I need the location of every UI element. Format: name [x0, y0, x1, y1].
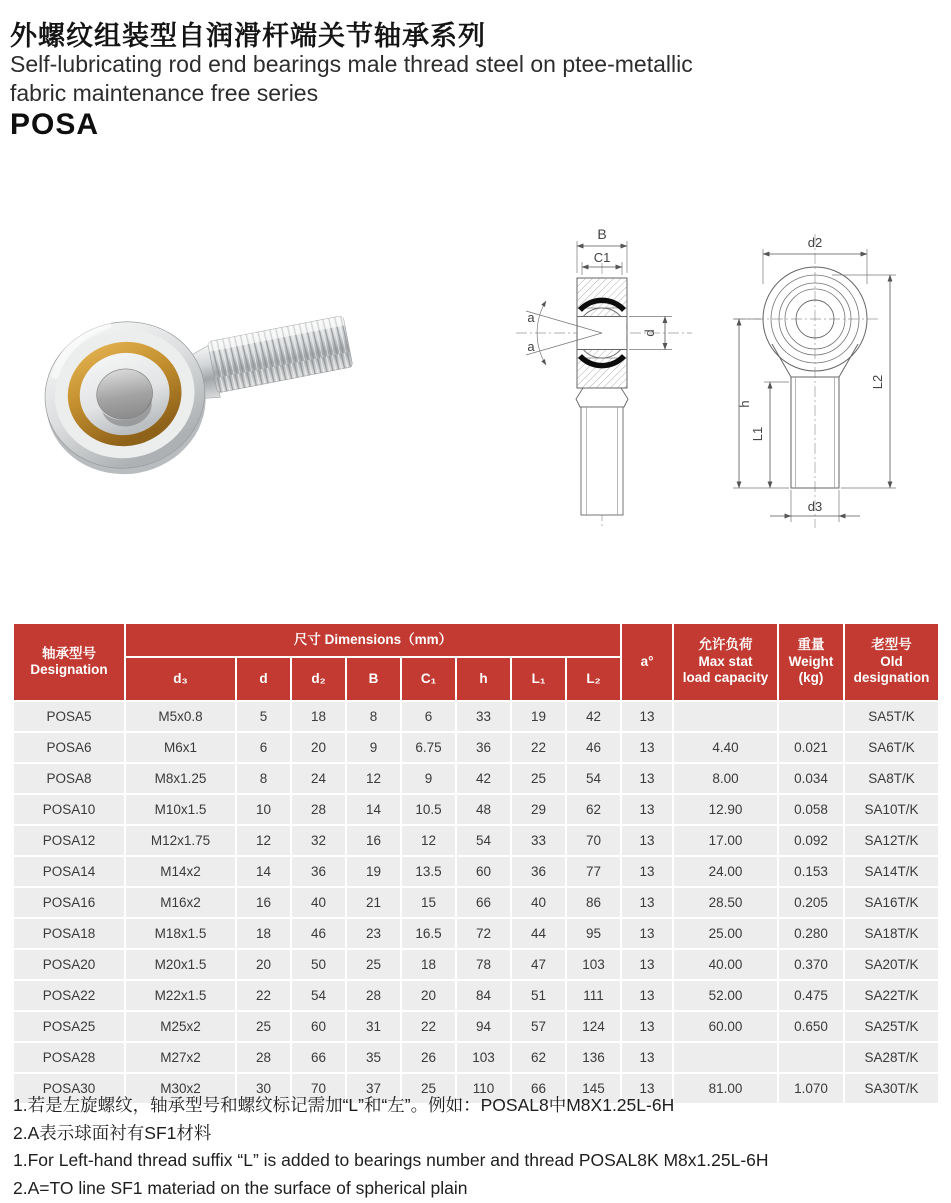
table-row: [14, 795, 938, 824]
table-cell: 0.058: [779, 795, 843, 824]
table-cell: 37: [347, 1074, 400, 1103]
table-cell: 70: [292, 1074, 345, 1103]
table-cell: 16: [347, 826, 400, 855]
table-cell: M8x1.25: [126, 764, 235, 793]
table-cell: 62: [567, 795, 620, 824]
col-header-load: [674, 624, 777, 700]
col-header-load-en1: Max stat: [698, 653, 753, 669]
table-cell: M20x1.5: [126, 950, 235, 979]
table-cell: 0.021: [779, 733, 843, 762]
note-line-3: 1.For Left-hand thread suffix “L” is added to bearings number and thread POSAL8K M8x1.25L-6H: [13, 1150, 769, 1170]
table-cell: 28: [347, 981, 400, 1010]
dim-label-d2: d2: [807, 235, 823, 250]
dim-label-L1: L1: [750, 426, 765, 442]
table-cell: SA20T/K: [845, 950, 938, 979]
footer-notes: [13, 1092, 769, 1202]
col-header-old-cn: 老型号: [871, 637, 912, 653]
table-cell: SA22T/K: [845, 981, 938, 1010]
table-cell: SA10T/K: [845, 795, 938, 824]
table-row: [14, 826, 938, 855]
table-cell: 60: [457, 857, 510, 886]
col-header-d3: d₃: [126, 658, 235, 700]
table-cell: 0.370: [779, 950, 843, 979]
table-cell: 60.00: [674, 1012, 777, 1041]
col-header-L1: L₁: [512, 658, 565, 700]
table-row: [14, 888, 938, 917]
table-cell: 19: [347, 857, 400, 886]
table-cell: SA14T/K: [845, 857, 938, 886]
table-cell: POSA30: [14, 1074, 124, 1103]
page-title-en-line2: fabric maintenance free series: [10, 80, 319, 106]
spec-table: [12, 622, 940, 1105]
table-cell: [779, 1043, 843, 1072]
table-row: [14, 950, 938, 979]
table-cell: 0.034: [779, 764, 843, 793]
table-cell: 13: [622, 702, 672, 731]
table-cell: POSA12: [14, 826, 124, 855]
table-cell: 6.75: [402, 733, 455, 762]
table-cell: POSA18: [14, 919, 124, 948]
table-cell: 36: [457, 733, 510, 762]
table-cell: 46: [567, 733, 620, 762]
front-view-diagram: [722, 222, 948, 534]
col-header-d: d: [237, 658, 290, 700]
table-cell: 24: [292, 764, 345, 793]
table-cell: 18: [237, 919, 290, 948]
table-cell: 24.00: [674, 857, 777, 886]
page-title-cn: 外螺纹组装型自润滑杆端关节轴承系列: [10, 21, 486, 51]
table-cell: M16x2: [126, 888, 235, 917]
table-cell: 25: [402, 1074, 455, 1103]
table-cell: 21: [347, 888, 400, 917]
bearing-head: [33, 309, 217, 486]
col-header-weight-en: Weight: [788, 653, 834, 669]
table-cell: 28.50: [674, 888, 777, 917]
table-cell: 46: [292, 919, 345, 948]
table-cell: POSA22: [14, 981, 124, 1010]
table-cell: SA6T/K: [845, 733, 938, 762]
table-cell: 0.092: [779, 826, 843, 855]
table-cell: 12: [402, 826, 455, 855]
table-cell: 86: [567, 888, 620, 917]
note-line-4: 2.A=TO line SF1 materiad on the surface of spherical plain: [13, 1177, 468, 1198]
table-cell: SA30T/K: [845, 1074, 938, 1103]
table-cell: 81.00: [674, 1074, 777, 1103]
table-cell: 62: [512, 1043, 565, 1072]
col-header-designation-en: Designation: [30, 662, 108, 677]
table-cell: 32: [292, 826, 345, 855]
col-header-weight: [779, 624, 843, 700]
table-cell: POSA25: [14, 1012, 124, 1041]
table-cell: 51: [512, 981, 565, 1010]
table-cell: SA18T/K: [845, 919, 938, 948]
table-cell: 25: [347, 950, 400, 979]
dim-label-d3: d3: [807, 499, 823, 514]
table-cell: 13: [622, 1012, 672, 1041]
table-cell: 13: [622, 888, 672, 917]
table-cell: SA5T/K: [845, 702, 938, 731]
table-row: [14, 702, 938, 731]
table-cell: POSA14: [14, 857, 124, 886]
table-cell: POSA20: [14, 950, 124, 979]
table-cell: 16.5: [402, 919, 455, 948]
page-title-en-line1: Self-lubricating rod end bearings male thread steel on ptee-metallic: [10, 51, 693, 77]
table-cell: 0.650: [779, 1012, 843, 1041]
table-cell: 0.475: [779, 981, 843, 1010]
table-cell: 14: [347, 795, 400, 824]
table-cell: M12x1.75: [126, 826, 235, 855]
table-cell: 25: [237, 1012, 290, 1041]
table-cell: SA16T/K: [845, 888, 938, 917]
table-cell: 4.40: [674, 733, 777, 762]
note-line-1: 1.若是左旋螺纹，轴承型号和螺纹标记需加“L”和“左”。例如：POSAL8中M8X1.25L-6H: [13, 1095, 675, 1115]
table-cell: 0.153: [779, 857, 843, 886]
table-cell: 13: [622, 1043, 672, 1072]
table-cell: 48: [457, 795, 510, 824]
table-cell: 10: [237, 795, 290, 824]
table-cell: 8: [237, 764, 290, 793]
table-cell: 23: [347, 919, 400, 948]
section-view-diagram: [500, 215, 720, 535]
table-cell: 52.00: [674, 981, 777, 1010]
dim-label-L2: L2: [870, 374, 885, 390]
table-cell: M14x2: [126, 857, 235, 886]
col-header-old-designation: [845, 624, 938, 700]
table-row: [14, 1043, 938, 1072]
table-cell: M30x2: [126, 1074, 235, 1103]
table-cell: POSA10: [14, 795, 124, 824]
table-cell: 40: [292, 888, 345, 917]
table-cell: SA12T/K: [845, 826, 938, 855]
table-cell: 8: [347, 702, 400, 731]
table-cell: 12: [237, 826, 290, 855]
table-cell: M18x1.5: [126, 919, 235, 948]
table-cell: 111: [567, 981, 620, 1010]
table-cell: 33: [512, 826, 565, 855]
col-header-L2: L₂: [567, 658, 620, 700]
table-cell: 13.5: [402, 857, 455, 886]
table-row: [14, 764, 938, 793]
col-header-load-cn: 允许负荷: [698, 637, 753, 653]
table-row: [14, 857, 938, 886]
table-cell: 13: [622, 1074, 672, 1103]
table-cell: 31: [347, 1012, 400, 1041]
col-header-dimensions: 尺寸 Dimensions（mm）: [126, 624, 620, 656]
table-cell: 8.00: [674, 764, 777, 793]
col-header-designation: [14, 624, 124, 700]
table-cell: 10.5: [402, 795, 455, 824]
table-cell: 40: [512, 888, 565, 917]
table-cell: 0.280: [779, 919, 843, 948]
table-row: [14, 1012, 938, 1041]
table-body: [14, 702, 938, 1103]
col-header-old-en1: Old: [880, 653, 903, 669]
table-cell: 77: [567, 857, 620, 886]
table-cell: 13: [622, 950, 672, 979]
table-cell: 18: [402, 950, 455, 979]
table-cell: POSA16: [14, 888, 124, 917]
table-cell: 42: [567, 702, 620, 731]
dim-label-a-upper: a: [527, 310, 535, 325]
table-cell: 20: [237, 950, 290, 979]
table-cell: 36: [292, 857, 345, 886]
table-cell: 60: [292, 1012, 345, 1041]
table-cell: M10x1.5: [126, 795, 235, 824]
table-cell: 25.00: [674, 919, 777, 948]
table-cell: SA25T/K: [845, 1012, 938, 1041]
table-cell: 95: [567, 919, 620, 948]
table-cell: 28: [237, 1043, 290, 1072]
table-cell: 14: [237, 857, 290, 886]
table-cell: 29: [512, 795, 565, 824]
table-cell: 15: [402, 888, 455, 917]
table-cell: 13: [622, 795, 672, 824]
table-cell: 47: [512, 950, 565, 979]
table-cell: M22x1.5: [126, 981, 235, 1010]
table-row: [14, 981, 938, 1010]
table-cell: 54: [292, 981, 345, 1010]
dim-label-B: B: [597, 226, 607, 242]
col-header-d2: d₂: [292, 658, 345, 700]
table-cell: 22: [512, 733, 565, 762]
col-header-angle: a°: [622, 624, 672, 700]
note-line-2: 2.A表示球面衬有SF1材料: [13, 1122, 212, 1143]
table-cell: 0.205: [779, 888, 843, 917]
table-cell: 13: [622, 826, 672, 855]
table-cell: POSA5: [14, 702, 124, 731]
table-cell: 54: [567, 764, 620, 793]
table-cell: 103: [567, 950, 620, 979]
table-cell: 26: [402, 1043, 455, 1072]
table-row: [14, 919, 938, 948]
table-cell: 50: [292, 950, 345, 979]
table-cell: 12: [347, 764, 400, 793]
table-cell: 33: [457, 702, 510, 731]
table-cell: [674, 702, 777, 731]
table-cell: M25x2: [126, 1012, 235, 1041]
table-cell: 18: [292, 702, 345, 731]
table-cell: 17.00: [674, 826, 777, 855]
dim-label-d: d: [642, 329, 657, 337]
table-cell: 70: [567, 826, 620, 855]
table-cell: 72: [457, 919, 510, 948]
table-cell: 40.00: [674, 950, 777, 979]
table-cell: M27x2: [126, 1043, 235, 1072]
table-cell: 54: [457, 826, 510, 855]
table-cell: 30: [237, 1074, 290, 1103]
table-cell: 13: [622, 733, 672, 762]
table-cell: POSA28: [14, 1043, 124, 1072]
table-cell: 35: [347, 1043, 400, 1072]
table-cell: 20: [402, 981, 455, 1010]
dim-label-C1: C1: [593, 250, 611, 265]
table-cell: SA28T/K: [845, 1043, 938, 1072]
table-cell: 19: [512, 702, 565, 731]
table-cell: 9: [347, 733, 400, 762]
col-header-old-en2: designation: [853, 670, 930, 686]
table-cell: M5x0.8: [126, 702, 235, 731]
table-cell: 110: [457, 1074, 510, 1103]
table-cell: 13: [622, 981, 672, 1010]
col-header-h: h: [457, 658, 510, 700]
table-row: [14, 733, 938, 762]
table-cell: 5: [237, 702, 290, 731]
table-cell: 12.90: [674, 795, 777, 824]
table-cell: 66: [457, 888, 510, 917]
table-cell: 13: [622, 919, 672, 948]
table-cell: 13: [622, 764, 672, 793]
table-cell: 1.070: [779, 1074, 843, 1103]
table-cell: 136: [567, 1043, 620, 1072]
col-header-designation-cn: 轴承型号: [42, 645, 96, 661]
col-header-C1: C₁: [402, 658, 455, 700]
table-cell: 78: [457, 950, 510, 979]
product-photo: [25, 283, 360, 488]
page-title-en: [10, 50, 693, 108]
table-cell: 20: [292, 733, 345, 762]
table-cell: 22: [237, 981, 290, 1010]
table-cell: SA8T/K: [845, 764, 938, 793]
table-cell: 66: [292, 1043, 345, 1072]
table-cell: 16: [237, 888, 290, 917]
table-cell: [674, 1043, 777, 1072]
table-cell: M6x1: [126, 733, 235, 762]
col-header-weight-cn: 重量: [797, 637, 825, 653]
table-cell: 6: [402, 702, 455, 731]
table-cell: 57: [512, 1012, 565, 1041]
table-cell: [779, 702, 843, 731]
table-cell: 42: [457, 764, 510, 793]
table-cell: 9: [402, 764, 455, 793]
table-cell: POSA6: [14, 733, 124, 762]
table-cell: 6: [237, 733, 290, 762]
table-cell: POSA8: [14, 764, 124, 793]
dim-label-h: h: [737, 400, 752, 408]
table-cell: 13: [622, 857, 672, 886]
table-cell: 94: [457, 1012, 510, 1041]
col-header-weight-unit: (kg): [798, 670, 824, 686]
table-cell: 84: [457, 981, 510, 1010]
col-header-load-en2: load capacity: [682, 670, 769, 686]
table-cell: 66: [512, 1074, 565, 1103]
table-cell: 145: [567, 1074, 620, 1103]
col-header-B: B: [347, 658, 400, 700]
series-title: POSA: [10, 108, 100, 141]
table-cell: 103: [457, 1043, 510, 1072]
table-cell: 44: [512, 919, 565, 948]
table-cell: 28: [292, 795, 345, 824]
spec-table-grid: [12, 622, 940, 1105]
table-cell: 36: [512, 857, 565, 886]
dim-label-a-lower: a: [527, 339, 535, 354]
table-cell: 25: [512, 764, 565, 793]
neck-outline: [576, 388, 628, 407]
table-cell: 22: [402, 1012, 455, 1041]
table-cell: 124: [567, 1012, 620, 1041]
shank-outline: [581, 407, 623, 515]
